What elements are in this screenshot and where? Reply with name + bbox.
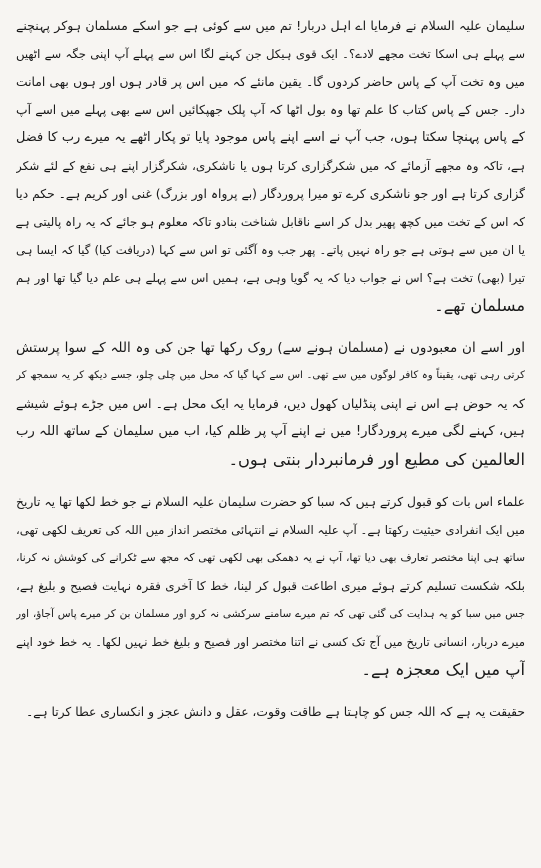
text-line: کہ اس کے تخت میں کچھ پھیر بدل کر اسے ناقابل شناخت بنادو تاکہ معلوم ہو جائے کہ یہ راہ پالیتی ہے [16,215,525,229]
text-line: کرتی رہی تھی، یقیناً وہ کافر لوگوں میں سے تھی۔ اس سے کہا گیا کہ محل میں چلی چلو، جسے دیکھ کر یہ سمجھ کر [16,370,525,381]
text-line: میرے دربار، انسانی تاریخ میں آج تک کسی نے اتنا مختصر اور فصیح و بلیغ خط نہیں لکھا۔ یہ خط خود اپنے [16,635,525,649]
text-line: کہ یہ حوض ہے اس نے اپنی پنڈلیاں کھول دیں، فرمایا یہ ایک محل ہے۔ اس میں جڑے ہوئے شیشے [16,396,525,411]
text-line: ساتھ ہی اپنا مختصر تعارف بھی دیا تھا، آپ نے یہ دھمکی بھی لکھی تھی کہ مجھ سے ٹکرانے کی کوشش نہ کرنا، [16,551,525,564]
text-line: دار۔ جس کے پاس کتاب کا علم تھا وہ بول اٹھا کہ آپ پلک جھپکائیں اس سے بھی پہلے میں اسے آپ [16,103,525,117]
text-line: مسلمان تھے۔ [434,296,525,315]
text-line: علماء اس بات کو قبول کرتے ہیں کہ سبا کو حضرت سلیمان علیہ السلام نے جو خط لکھا تھا یہ تاریخ [16,495,525,509]
text-line: ہے، تاکہ وہ مجھے آزمائے کہ میں شکرگزاری کرتا ہوں یا ناشکری، شکرگزار اپنے ہی نفع کے لئے شکر [16,159,525,173]
text-line: یا ان میں سے ہوتی ہے جو راہ نہیں پاتے۔ پھر جب وہ آگئی تو اس سے کہا (دریافت کیا) گیا کہ ایسا ہی [16,243,525,257]
text-line: ہیں، کہنے لگی میرے پروردگار! میں نے اپنے آپ پر ظلم کیا، اب میں سلیمان کے ساتھ اللہ رب [16,424,525,439]
text-line: میں وہ تخت آپ کے پاس حاضر کردوں گا۔ یقین مانئے کہ میں اس پر قادر ہوں اور ہوں بھی امانت [16,75,525,89]
text-line: حقیقت یہ ہے کہ اللہ جس کو چاہتا ہے طاقت وقوت، عقل و دانش عجز و انکساری عطا کرتا ہے۔ [25,705,525,719]
text-line: تیرا (بھی) تخت ہے؟ اس نے جواب دیا کہ یہ گویا وہی ہے، ہمیں اس سے پہلے ہی علم دیا گیا تھا اور ہم [16,271,525,285]
text-line: سے پہلے ہی اسکا تخت مجھے لادے؟۔ ایک قوی ہیکل جن کہنے لگا اس سے پہلے آپ اپنی جگہ سے اٹھیں [16,47,525,61]
text-line: گزاری کرتا ہے اور جو ناشکری کرے تو میرا پروردگار (بے پرواہ اور بزرگ) غنی اور کریم ہے۔ حکم دیا [16,187,525,201]
text-line: میں ایک انفرادی حیثیت رکھتا ہے۔ آپ علیہ السلام نے انتہائی مختصر انداز میں اللہ کی تعریف لکھی تھی، [16,523,525,537]
text-line: العالمین کی مطیع اور فرمانبردار بنتی ہوں۔ [228,450,525,469]
text-line: اور اسے ان معبودوں نے (مسلمان ہونے سے) روک رکھا تھا جن کی وہ اللہ کے سوا پرستش [16,340,525,356]
paragraph-2 [16,334,525,474]
paragraph-3 [16,488,525,684]
text-line: جس میں سبا کو یہ ہدایت کی گئی تھی کہ تم میرے سامنے سرکشی نہ کرو اور مسلمان بن کر میرے پاس آجاؤ، اور [16,608,525,620]
paragraph-4 [16,698,525,726]
text-line: سلیمان علیہ السلام نے فرمایا اے اہل دربار! تم میں سے کوئی ہے جو اسکے مسلمان ہوکر پہنچنے [16,18,525,33]
paragraph-1 [16,12,525,320]
text-line: آپ میں ایک معجزہ ہے۔ [361,660,525,679]
text-line: کے پاس پہنچا سکتا ہوں، جب آپ نے اسے اپنے پاس موجود پایا تو پکار اٹھے یہ میرے رب کا فضل [16,130,525,145]
text-line: بلکہ شکست تسلیم کرتے ہوئے میری اطاعت قبول کر لینا، خط کا آخری فقرہ نہایت فصیح و بلیغ ہے، [16,579,525,593]
